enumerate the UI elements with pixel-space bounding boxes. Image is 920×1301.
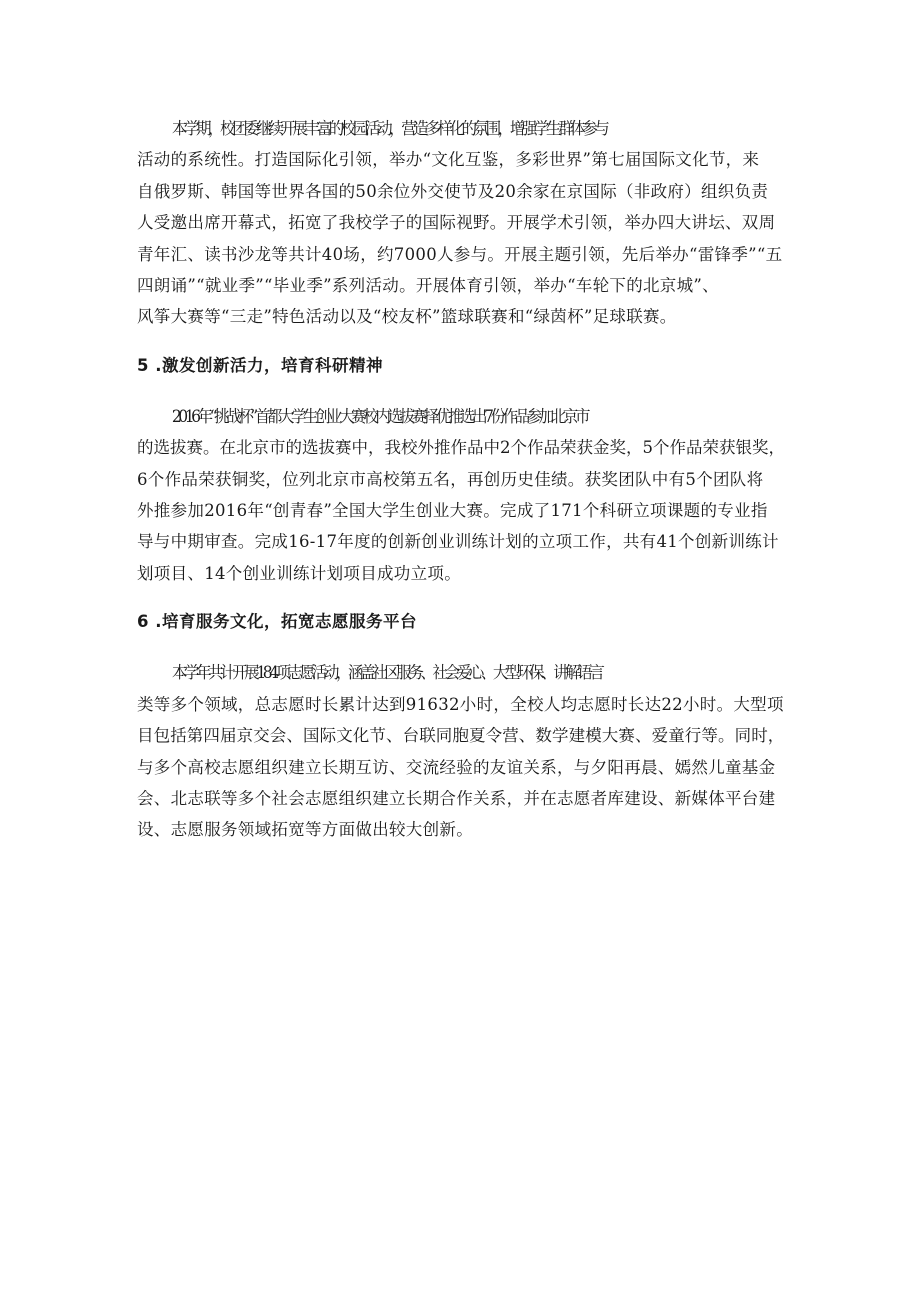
- section-heading-5: 5 .激发创新活力，培育科研精神: [137, 355, 383, 375]
- text-line: 6个作品荣获铜奖，位列北京市高校第五名，再创历史佳绩。获奖团队中有5个团队将: [137, 469, 764, 489]
- text-line: 与多个高校志愿组织建立长期互访、交流经验的友谊关系，与夕阳再晨、嫣然儿童基金: [137, 757, 776, 777]
- text-line: 风筝大赛等“三走”特色活动以及“校友杯”篮球联赛和“绿茵杯”足球联赛。: [137, 307, 677, 327]
- section-heading-6: 6 .培育服务文化，拓宽志愿服务平台: [137, 612, 417, 632]
- text-line: 导与中期审查。完成16-17年度的创新创业训练计划的立项工作，共有41个创新训练计: [137, 532, 779, 552]
- text-line: 本学年共计开展184项志愿活动，涵盖社区服务、社会爱心、大型环保、讲解语言: [171, 663, 602, 683]
- text-line: 自俄罗斯、韩国等世界各国的50余位外交使节及20余家在京国际（非政府）组织负责: [137, 181, 769, 201]
- text-line: 四朗诵”“就业季”“毕业季”系列活动。开展体育引领，举办“车轮下的北京城”、: [137, 276, 719, 296]
- text-line: 设、志愿服务领域拓宽等方面做出较大创新。: [137, 820, 473, 840]
- text-line: 类等多个领域，总志愿时长累计达到91632小时，全校人均志愿时长达22小时。大型项: [137, 694, 784, 714]
- text-line: 本学期，校团委继续开展丰富的校园活动，营造多样化的氛围，增强学生群体参与: [171, 119, 607, 138]
- text-line: 划项目、14个创业训练计划项目成功立项。: [137, 563, 461, 583]
- paragraph-volunteer-service: [137, 657, 785, 845]
- text-line: 外推参加2016年“创青春”全国大学生创业大赛。完成了171个科研立项课题的专业指: [137, 501, 768, 521]
- text-line: 2016年“挑战杯”首都大学生创业大赛校内选拔赛择优推选出7份作品参加北京市: [171, 406, 588, 426]
- text-line: 活动的系统性。打造国际化引领，举办“文化互鉴，多彩世界”第七届国际文化节，来: [137, 150, 760, 170]
- text-line: 的选拔赛。在北京市的选拔赛中，我校外推作品中2个作品荣获金奖，5个作品荣获银奖，: [137, 438, 785, 458]
- paragraph-campus-activities: [137, 113, 785, 333]
- text-line: 目包括第四届京交会、国际文化节、台联同胞夏令营、数学建模大赛、爱童行等。同时，: [137, 726, 785, 746]
- document-page: [137, 113, 785, 846]
- paragraph-innovation: [137, 401, 785, 589]
- text-line: 人受邀出席开幕式，拓宽了我校学子的国际视野。开展学术引领，举办四大讲坛、双周: [137, 213, 776, 233]
- text-line: 青年汇、读书沙龙等共计40场，约7000人参与。开展主题引领，先后举办“雷锋季”“五: [137, 244, 783, 264]
- text-line: 会、北志联等多个社会志愿组织建立长期合作关系，并在志愿者库建设、新媒体平台建: [137, 788, 776, 808]
